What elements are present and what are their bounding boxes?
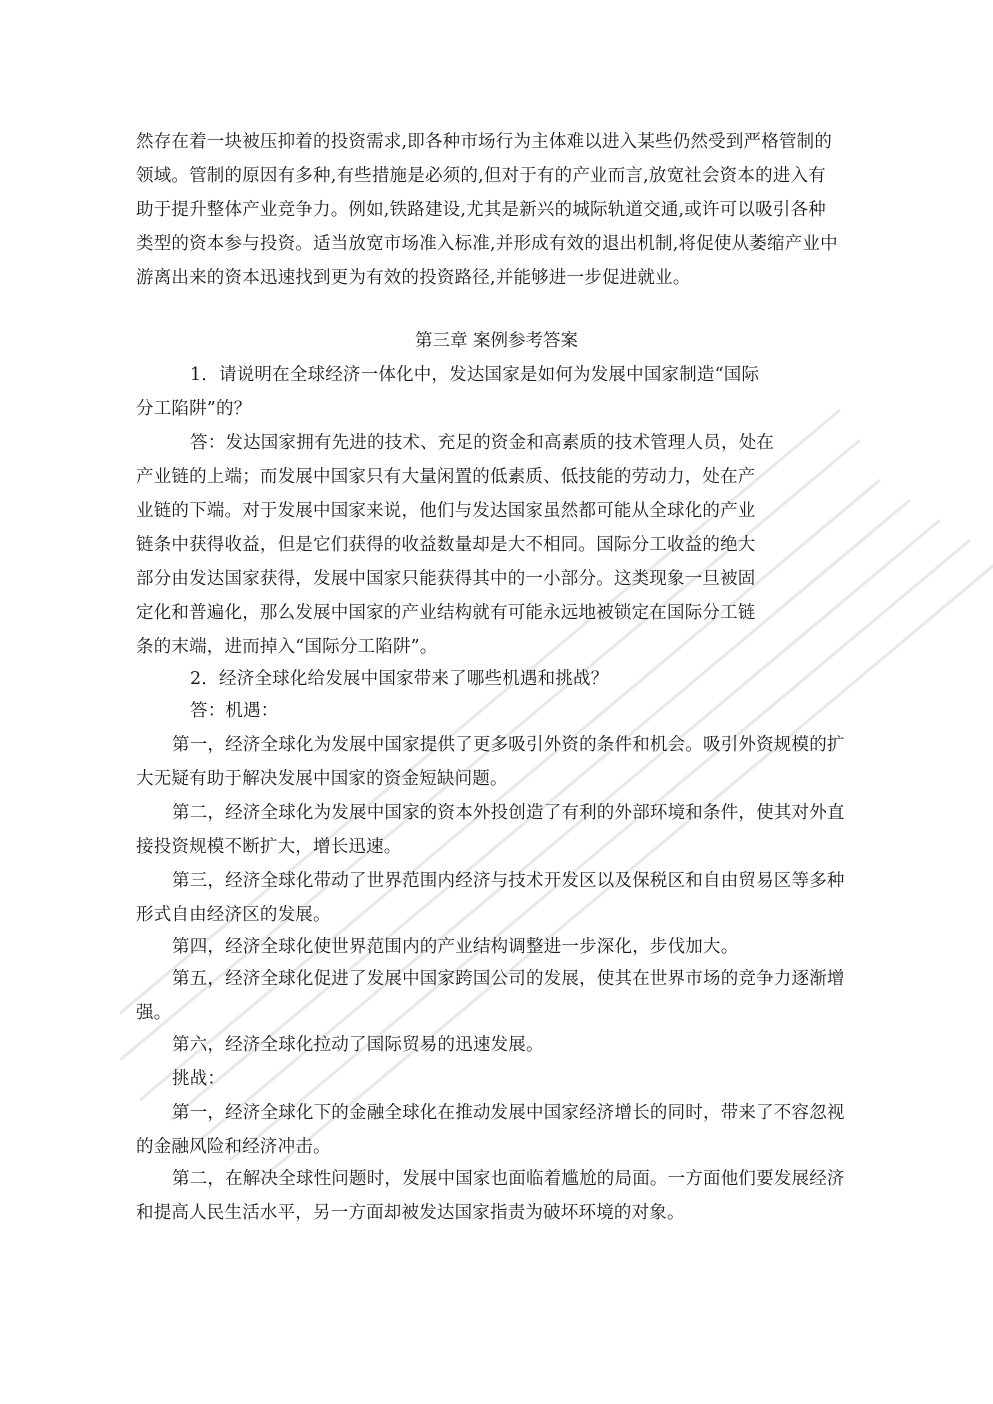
challenge-line: 第一，经济全球化下的金融全球化在推动发展中国家经济增长的同时，带来了不容忽视 [172, 1103, 845, 1123]
intro-line: 领域。管制的原因有多种,有些措施是必须的,但对于有的产业而言,放宽社会资本的进入有 [136, 166, 826, 186]
opportunity-line: 第三，经济全球化带动了世界范围内经济与技术开发区以及保税区和自由贸易区等多种 [172, 871, 845, 891]
answer-2-opening: 答：机遇： [190, 701, 279, 721]
opportunity-line: 第一，经济全球化为发展中国家提供了更多吸引外资的条件和机会。吸引外资规模的扩 [172, 735, 845, 755]
opportunity-line: 强。 [136, 1003, 172, 1023]
opportunity-line: 第五，经济全球化促进了发展中国家跨国公司的发展，使其在世界市场的竞争力逐渐增 [172, 969, 845, 989]
challenges-label: 挑战： [172, 1069, 226, 1089]
answer-1-line: 产业链的上端；而发展中国家只有大量闲置的低素质、低技能的劳动力，处在产 [136, 467, 756, 487]
opportunity-line: 形式自由经济区的发展。 [136, 905, 331, 925]
challenge-line: 第二，在解决全球性问题时，发展中国家也面临着尴尬的局面。一方面他们要发展经济 [172, 1169, 845, 1189]
answer-1-line: 业链的下端。对于发展中国家来说，他们与发达国家虽然都可能从全球化的产业 [136, 501, 756, 521]
answer-1-line: 答：发达国家拥有先进的技术、充足的资金和高素质的技术管理人员，处在 [190, 433, 775, 453]
intro-line: 类型的资本参与投资。适当放宽市场准入标准,并形成有效的退出机制,将促使从萎缩产业中 [136, 234, 838, 254]
answer-1-line: 条的末端，进而掉入“国际分工陷阱”。 [136, 637, 438, 657]
intro-line: 助于提升整体产业竞争力。例如,铁路建设,尤其是新兴的城际轨道交通,或许可以吸引各种 [136, 200, 826, 220]
intro-line: 然存在着一块被压抑着的投资需求,即各种市场行为主体难以进入某些仍然受到严格管制的 [136, 132, 833, 152]
intro-line: 游离出来的资本迅速找到更为有效的投资路径,并能够进一步促进就业。 [136, 268, 691, 288]
chapter-title: 第三章 案例参考答案 [414, 331, 579, 351]
challenge-line: 的金融风险和经济冲击。 [136, 1137, 331, 1157]
answer-1-line: 部分由发达国家获得，发展中国家只能获得其中的一小部分。这类现象一旦被固 [136, 569, 756, 589]
answer-1-line: 定化和普遍化，那么发展中国家的产业结构就有可能永远地被锁定在国际分工链 [136, 603, 756, 623]
opportunity-line: 大无疑有助于解决发展中国家的资金短缺问题。 [136, 769, 508, 789]
opportunity-line: 接投资规模不断扩大，增长迅速。 [136, 837, 402, 857]
question-1-line: 分工陷阱”的？ [136, 399, 252, 419]
question-2-line: 2．经济全球化给发展中国家带来了哪些机遇和挑战？ [190, 669, 609, 689]
opportunity-line: 第六，经济全球化拉动了国际贸易的迅速发展。 [172, 1035, 544, 1055]
question-1-line: 1．请说明在全球经济一体化中，发达国家是如何为发展中国家制造“国际 [190, 365, 760, 385]
answer-1-line: 链条中获得收益，但是它们获得的收益数量却是大不相同。国际分工收益的绝大 [136, 535, 756, 555]
challenge-line: 和提高人民生活水平，另一方面却被发达国家指责为破坏环境的对象。 [136, 1203, 685, 1223]
opportunity-line: 第四，经济全球化使世界范围内的产业结构调整进一步深化，步伐加大。 [172, 937, 739, 957]
opportunity-line: 第二，经济全球化为发展中国家的资本外投创造了有利的外部环境和条件，使其对外直 [172, 803, 845, 823]
